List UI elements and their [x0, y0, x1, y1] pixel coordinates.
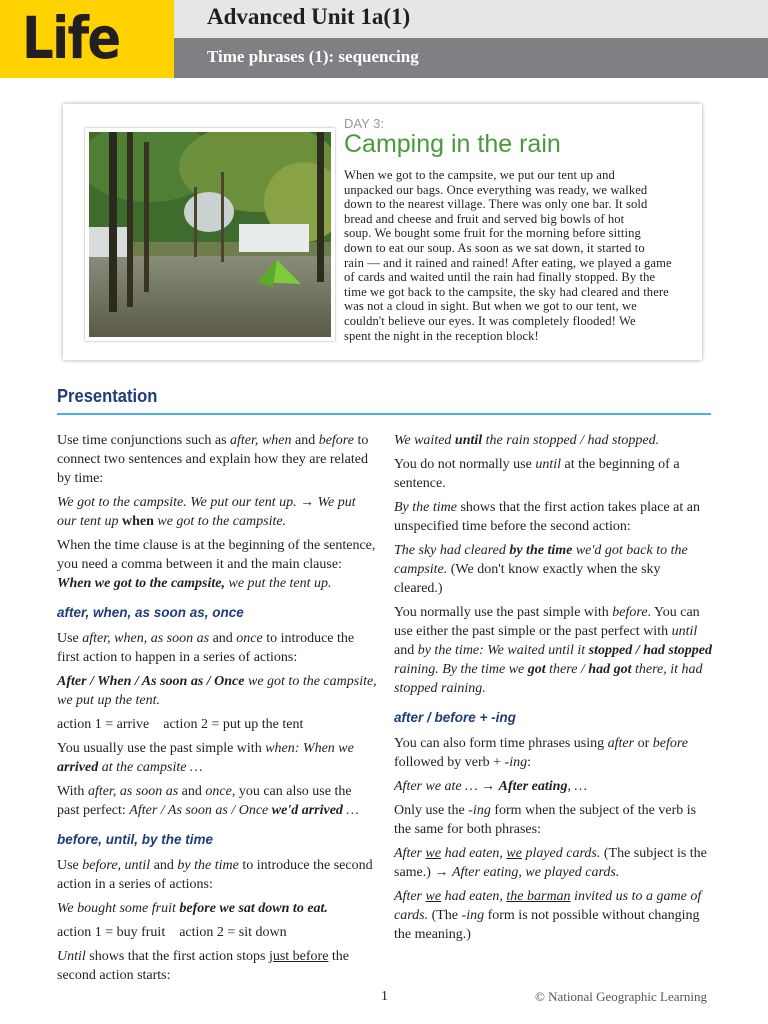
unit-title-bar [174, 0, 768, 38]
different-subject-example: After we had eaten, the barman invited us to a game of cards. (The -ing form is not possible without changing the meaning.) [394, 889, 702, 942]
story-line: couldn't believe our eyes. It was completely flooded! We [344, 313, 636, 328]
left-column [57, 431, 377, 990]
same-subject-example: After we had eaten, we played cards. (The subject is the same.) → After eating, we played cards. [394, 846, 707, 880]
story-line: spent the night in the reception block! [344, 328, 539, 343]
past-perfect-rule: With after, as soon as and once, you can also use the past perfect: After / As soon as / Once we'd arrived … [57, 784, 359, 818]
story-card [63, 104, 702, 360]
intro-paragraph: Use time conjunctions such as after, when and before to connect two sentences and explain how they are related by time: [57, 433, 369, 486]
unit-title: Advanced Unit 1a(1) [207, 4, 411, 29]
second-action-rule: Use before, until and by the time to introduce the second action in a series of actions: [57, 858, 373, 892]
by-the-time-rule: By the time shows that the first action takes place at an unspecified time before the second action: [394, 500, 700, 534]
subtitle-bar [174, 38, 768, 78]
page-number: 1 [381, 989, 388, 1004]
comma-rule: When the time clause is at the beginning of the sentence, you need a comma between it and the main clause: When we got to the campsite, we put the tent up. [57, 538, 376, 591]
until-position-rule: You do not normally use until at the beginning of a sentence. [394, 457, 680, 491]
story-line: rain — and it rained and rained! After eating, we played a game [344, 255, 672, 270]
same-subject-rule: Only use the -ing form when the subject of the verb is the same for both phrases: [394, 803, 697, 837]
ing-rule: You can also form time phrases using after or before followed by verb + -ing: [394, 736, 688, 770]
first-action-example: After / When / As soon as / Once we got to the campsite, we put up the tent. [57, 674, 377, 708]
action-sequence-2: action 1 = buy fruit action 2 = sit down [57, 925, 287, 940]
first-action-rule: Use after, when, as soon as and once to introduce the first action to happen in a series of actions: [57, 631, 355, 665]
second-action-example: We bought some fruit before we sat down to eat. [57, 901, 328, 916]
until-example: We waited until the rain stopped / had stopped. [394, 433, 660, 448]
story-line: soup. We bought some fruit for the morning before sitting [344, 226, 641, 241]
life-logo [0, 0, 174, 78]
story-line: of cards and waited until the rain had finally stopped. By the [344, 270, 656, 285]
story-line: down to eat our soup. As soon as we sat down, it started to [344, 240, 645, 255]
subheading-after-when: after, when, as soon as, once [57, 605, 244, 620]
until-rule: Until shows that the first action stops just before the second action starts: [57, 949, 350, 983]
action-sequence-1: action 1 = arrive action 2 = put up the tent [57, 717, 304, 732]
logo-text: Life [22, 4, 120, 72]
story-line: When we got to the campsite, we put our tent up and [344, 168, 615, 182]
story-line: unpacked our bags. Once everything was ready, we walked [344, 182, 648, 197]
unit-subtitle: Time phrases (1): sequencing [207, 47, 419, 66]
presentation-heading: Presentation [57, 386, 158, 406]
sky-example: The sky had cleared by the time we'd got back to the campsite. (We don't know exactly when the sky cleared.) [394, 543, 688, 596]
story-text [344, 168, 704, 343]
story-line: time we got back to the campsite, the sky had cleared and there [344, 284, 669, 299]
subheading-before-until: before, until, by the time [57, 832, 214, 847]
story-line: down to the nearest village. There was only one bar. It sold [344, 197, 648, 212]
story-line: was not a cloud in sight. But when we got to our tent, we [344, 299, 637, 314]
campsite-flooded-photo [85, 128, 335, 341]
subheading-ing: after / before + -ing [394, 710, 516, 725]
copyright: © National Geographic Learning [535, 989, 707, 1004]
ing-example: After we ate … → After eating, … [394, 779, 587, 794]
tense-rule: You normally use the past simple with before. You can use either the past simple or the past perfect with until and by the time: We waited until it stopped / had stopped raining. By the time we got there / had got there, it had stopped raining. [394, 605, 712, 696]
past-simple-when: You usually use the past simple with when: When we arrived at the campsite … [57, 741, 354, 775]
right-column [394, 431, 712, 949]
story-line: bread and cheese and fruit and served big bowls of hot [344, 211, 625, 226]
example-when: We got to the campsite. We put our tent up. → We put our tent up when we got to the campsite. [57, 495, 356, 529]
heading-rule [57, 413, 711, 415]
story-title: Camping in the rain [344, 130, 561, 158]
story-day-label: DAY 3: [344, 116, 384, 131]
